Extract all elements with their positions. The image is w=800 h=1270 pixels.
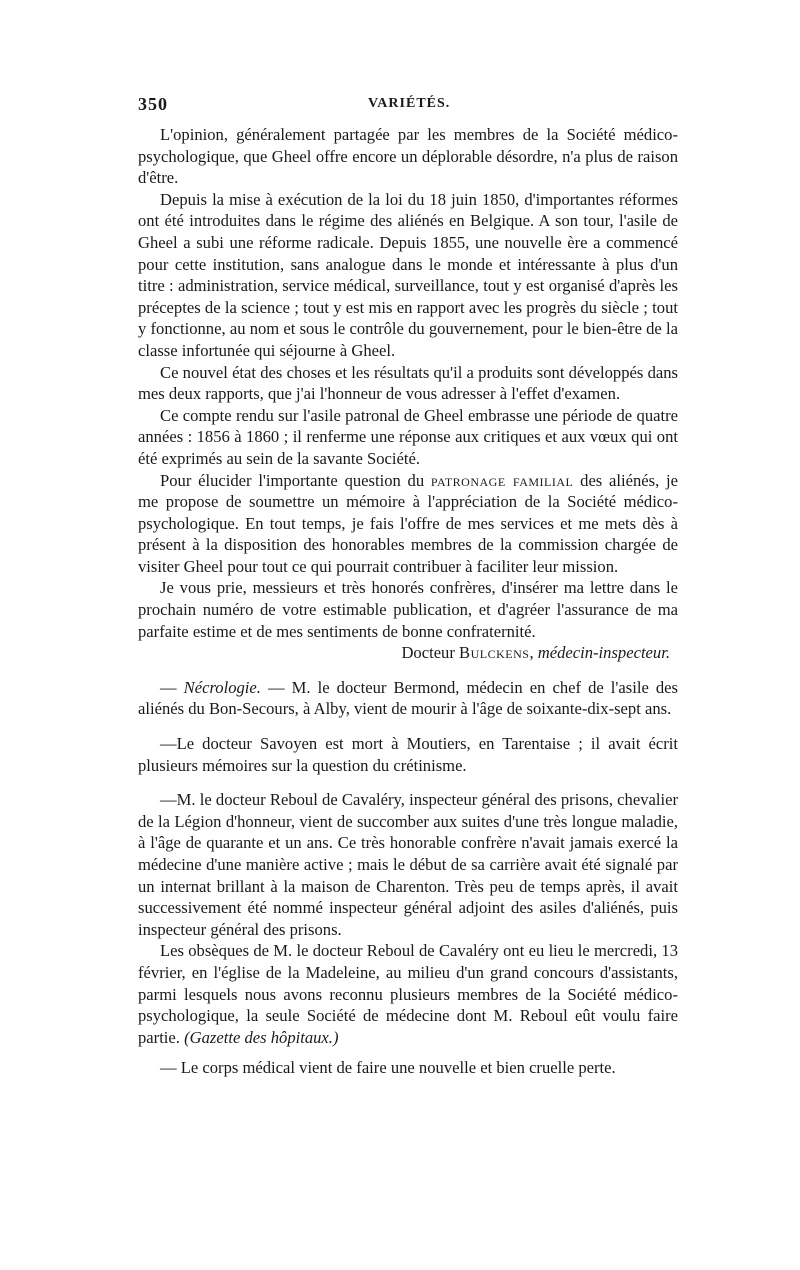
page-number: 350 xyxy=(138,94,168,114)
news-obseques xyxy=(138,940,678,1048)
paragraph-reports: Ce nouvel état des choses et les résultats qu'il a produits sont développés dans mes deux rapports, que j'ai l'honneur de vous adresser à l'effet d'examen. xyxy=(138,362,678,404)
page-header xyxy=(138,94,678,124)
signature-prefix: Docteur xyxy=(401,643,455,663)
necrologie-dash: — xyxy=(160,677,177,697)
signature: Docteur Bulckens, médecin-inspecteur. xyxy=(401,643,670,663)
signature-role: médecin-inspecteur. xyxy=(537,643,670,663)
news-savoyen: —Le docteur Savoyen est mort à Moutiers, en Tarentaise ; il avait écrit plusieurs mémoires sur la question du crétinisme. xyxy=(138,734,678,775)
signature-name: Bulckens xyxy=(459,643,530,663)
paragraph-compte-rendu: Ce compte rendu sur l'asile patronal de Gheel embrasse une période de quatre années : 1856 à 1860 ; il renferme une réponse aux critiques et aux vœux qui ont été exprimés au sein de la savante Société. xyxy=(138,405,678,468)
paragraph-reforms: Depuis la mise à exécution de la loi du 18 juin 1850, d'importantes réformes ont été introduites dans le régime des aliénés en Belgique. A son tour, l'asile de Gheel a subi une réforme radicale. Depuis 1855, une nouvelle ère a commencé pour cette institution, sans analogue dans le monde et intéressante à plus d'un titre : administration, service médical, surveillance, tout y est organisé d'après les préceptes de la science ; tout y est mis en rapport avec les progrès du siècle ; tout y fonctionne, au nom et sous le contrôle du gouvernement, pour le bien-être de la classe infortunée qui séjourne à Gheel. xyxy=(138,189,678,360)
patronage-text-end: des aliénés, je me propose de soumettre un mémoire à l'appréciation de la Société médico-psychologique. En tout temps, je fais l'offre de mes services et me mets dès à présent à la disposition des honorables membres de la commission chargée de visiter Gheel pour tout ce qui pourrait contribuer à faciliter leur mission. xyxy=(138,470,678,576)
book-page xyxy=(138,94,678,1079)
news-perte: — Le corps médical vient de faire une nouvelle et bien cruelle perte. xyxy=(160,1058,616,1078)
obseques-text: Les obsèques de M. le docteur Reboul de Cavaléry ont eu lieu le mercredi, 13 février, en l'église de la Madeleine, au milieu d'un grand concours d'assistants, parmi lesquels nous avons reconnu plusieurs membres de la Société médico-psychologique, la seule Société de médecine dont M. Reboul eût voulu faire partie. xyxy=(138,941,678,1047)
paragraph-patronage xyxy=(138,470,678,578)
news-reboul: —M. le docteur Reboul de Cavaléry, inspecteur général des prisons, chevalier de la Légion d'honneur, vient de succomber aux suites d'une très longue maladie, à l'âge de quarante et un ans. Ce très honorable confrère n'avait jamais exercé la médecine d'une manière active ; mais le début de sa carrière avait été signalé par un internat brillant à la maison de Charenton. Très peu de temps après, il avait successivement été nommé inspecteur général adjoint des asiles d'aliénés, puis inspecteur général des prisons. xyxy=(138,790,678,939)
patronage-text-start: Pour élucider l'importante question du xyxy=(160,470,425,490)
paragraph-closing: Je vous prie, messieurs et très honorés confrères, d'insérer ma lettre dans le prochain numéro de votre estimable publication, et d'agréer l'assurance de ma parfaite estime et de mes sentiments de bonne confraternité. xyxy=(138,578,678,641)
news-necrologie xyxy=(138,677,678,720)
obseques-source: (Gazette des hôpitaux.) xyxy=(184,1027,339,1047)
necrologie-text: — M. le docteur Bermond, médecin en chef de l'asile des aliénés du Bon-Secours, à Alby, vient de mourir à l'âge de soixante-dix-sept ans. xyxy=(138,677,678,719)
necrologie-title: Nécrologie. xyxy=(183,677,261,697)
signature-line xyxy=(138,642,678,664)
running-head: VARIÉTÉS. xyxy=(368,96,451,111)
paragraph-opinion: L'opinion, généralement partagée par les membres de la Société médico-psychologique, que Gheel offre encore un déplorable désordre, n'a plus de raison d'être. xyxy=(138,125,678,188)
patronage-term: patronage familial xyxy=(430,470,574,490)
